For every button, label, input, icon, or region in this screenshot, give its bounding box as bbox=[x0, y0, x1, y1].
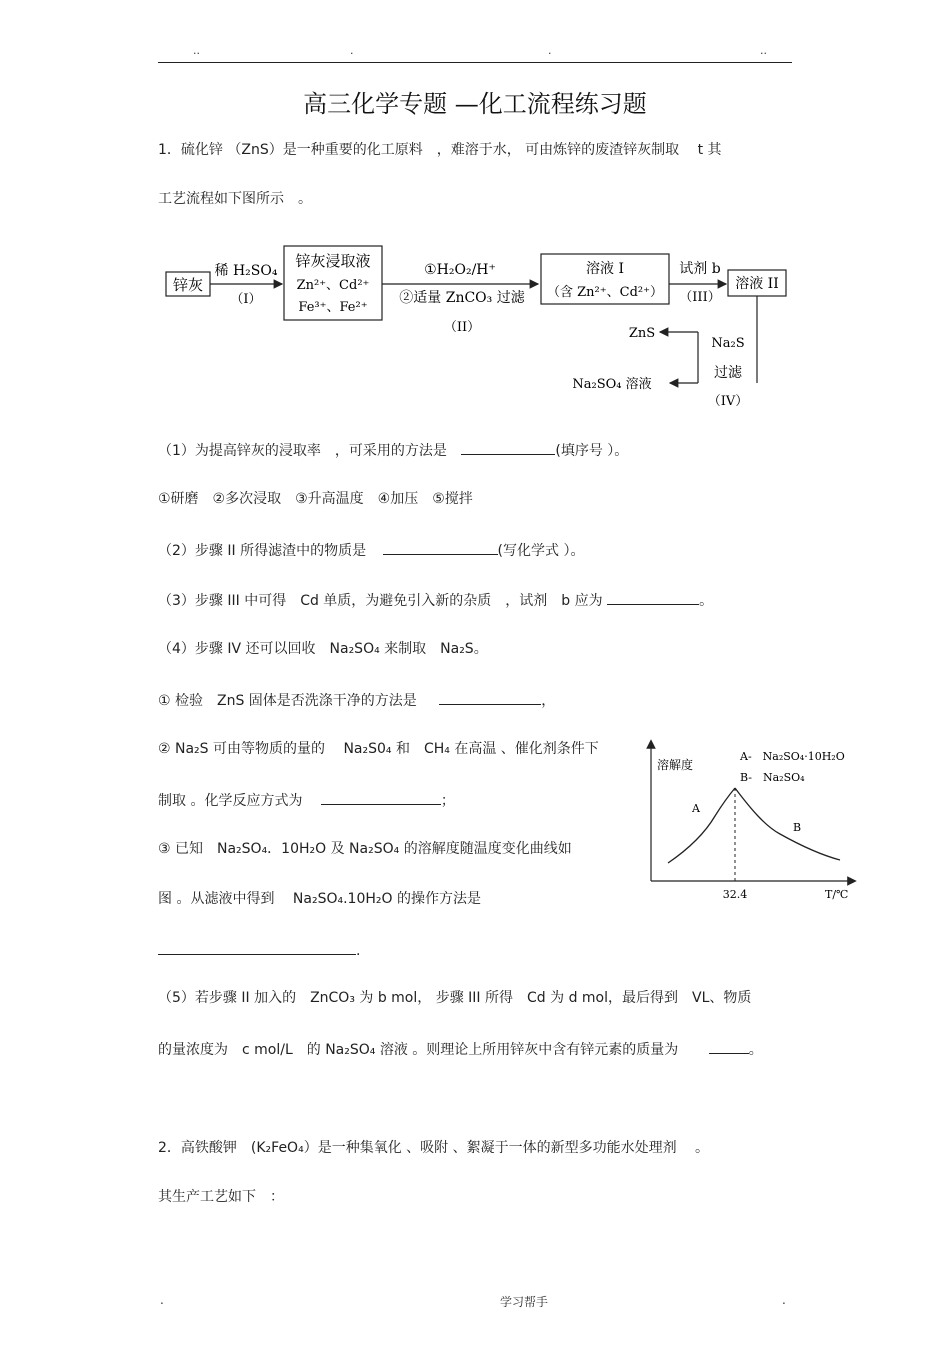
leach-node-ions: Fe³⁺、Fe²⁺ bbox=[298, 300, 368, 315]
solution-1-node-ions: （含 Zn²⁺、Cd²⁺） bbox=[547, 285, 663, 300]
q1-intro-line-1: 1．硫化锌 （ZnS）是一种重要的化工原料 ，难溶于水， 可由炼锌的废渣锌灰制取 t 其 bbox=[158, 142, 722, 158]
na2so4-solution: Na₂SO₄ 溶液 bbox=[572, 377, 652, 392]
step-1-label: （I） bbox=[230, 292, 262, 307]
legend-a: A- Na₂SO₄·10H₂O bbox=[740, 750, 845, 763]
solution-1-node-title: 溶液 I bbox=[586, 261, 624, 277]
q1-part-1: （1）为提高锌灰的浸取率 ，可采用的方法是 (填序号 ）。 bbox=[158, 440, 628, 460]
step-3-label: （III） bbox=[679, 290, 721, 305]
curve-b-label: B bbox=[793, 821, 802, 834]
process-flow-diagram bbox=[150, 240, 800, 415]
q1-part-4: （4）步骤 IV 还可以回收 Na₂SO₄ 来制取 Na₂S。 bbox=[158, 641, 488, 657]
q1-part-4-3: ③ 已知 Na₂SO₄．10H₂O 及 Na₂SO₄ 的溶解度随温度变化曲线如 bbox=[158, 841, 572, 857]
step-4-label: （IV） bbox=[707, 394, 749, 409]
na2s-label: Na₂S bbox=[711, 336, 745, 351]
curve-a-label: A bbox=[692, 802, 700, 815]
q1-part-4-1: ① 检验 ZnS 固体是否洗涤干净的方法是 ， bbox=[158, 690, 555, 710]
q1-part-4-3-answer: . bbox=[158, 940, 360, 960]
solubility-curve-graph bbox=[630, 738, 860, 903]
leach-node-title: 锌灰浸取液 bbox=[295, 252, 371, 270]
header-dots: . bbox=[350, 44, 354, 57]
page-title: 高三化学专题 —化工流程练习题 bbox=[303, 90, 647, 118]
q1-options: ①研磨 ②多次浸取 ③升高温度 ④加压 ⑤搅拌 bbox=[158, 491, 473, 507]
legend-b: B- Na₂SO₄ bbox=[740, 771, 805, 784]
q1-part-4-2: ② Na₂S 可由等物质的量的 Na₂S0₄ 和 CH₄ 在高温 、催化剂条件下 bbox=[158, 741, 599, 757]
answer-blank bbox=[383, 540, 498, 555]
reagent-2-label: ②适量 ZnCO₃ 过滤 bbox=[399, 290, 525, 306]
leach-node-ions: Zn²⁺、Cd²⁺ bbox=[296, 278, 370, 293]
curve-a bbox=[668, 788, 735, 863]
y-axis-label: 溶解度 bbox=[657, 758, 694, 772]
answer-blank bbox=[461, 440, 555, 455]
solution-2-node: 溶液 II bbox=[735, 276, 779, 292]
q1-intro-line-2: 工艺流程如下图所示 。 bbox=[158, 191, 312, 207]
q1-part-5: （5）若步骤 II 加入的 ZnCO₃ 为 b mol， 步骤 III 所得 Cd 为 d mol，最后得到 VL、物质 bbox=[158, 990, 752, 1006]
q2-intro-line-1: 2．高铁酸钾 (K₂FeO₄）是一种集氧化 、吸附 、絮凝于一体的新型多功能水处理剂 。 bbox=[158, 1140, 710, 1156]
zinc-ash-node: 锌灰 bbox=[172, 276, 204, 294]
q1-part-2: （2）步骤 II 所得滤渣中的物质是 (写化学式 ）。 bbox=[158, 540, 584, 560]
answer-blank bbox=[607, 590, 699, 605]
acid-label: 稀 H₂SO₄ bbox=[214, 263, 278, 279]
reagent-1-label: ①H₂O₂/H⁺ bbox=[424, 262, 496, 278]
answer-blank bbox=[439, 690, 541, 705]
q2-intro-line-2: 其生产工艺如下 ： bbox=[158, 1189, 284, 1205]
q1-part-3: （3）步骤 III 中可得 Cd 单质，为避免引入新的杂质 ，试剂 b 应为 。 bbox=[158, 590, 713, 610]
x-axis-label: T/℃ bbox=[825, 888, 849, 901]
header-rule bbox=[158, 62, 792, 63]
footer-left: . bbox=[160, 1293, 164, 1307]
q1-part-5-cont: 的量浓度为 c mol/L 的 Na₂SO₄ 溶液 。则理论上所用锌灰中含有锌元素的质量为 。 bbox=[158, 1039, 763, 1059]
step-2-label: （II） bbox=[443, 320, 481, 335]
footer-center: 学习帮手 bbox=[500, 1295, 549, 1309]
curve-b bbox=[735, 788, 840, 860]
zns-product: ZnS bbox=[628, 326, 656, 341]
x-tick-label: 32.4 bbox=[722, 888, 748, 901]
answer-blank bbox=[321, 790, 441, 805]
footer-right: . bbox=[782, 1293, 786, 1307]
reagent-b-label: 试剂 b bbox=[679, 261, 721, 277]
filter-label: 过滤 bbox=[714, 365, 742, 381]
header-dots: . bbox=[548, 44, 552, 57]
q1-part-4-2-cont: 制取 。化学反应方式为 ； bbox=[158, 790, 455, 810]
q1-part-4-3-cont: 图 。从滤液中得到 Na₂SO₄.10H₂O 的操作方法是 bbox=[158, 891, 481, 907]
header-dots: .. bbox=[193, 44, 200, 57]
answer-blank bbox=[709, 1039, 749, 1054]
header-dots: .. bbox=[760, 44, 767, 57]
answer-blank bbox=[158, 940, 356, 955]
